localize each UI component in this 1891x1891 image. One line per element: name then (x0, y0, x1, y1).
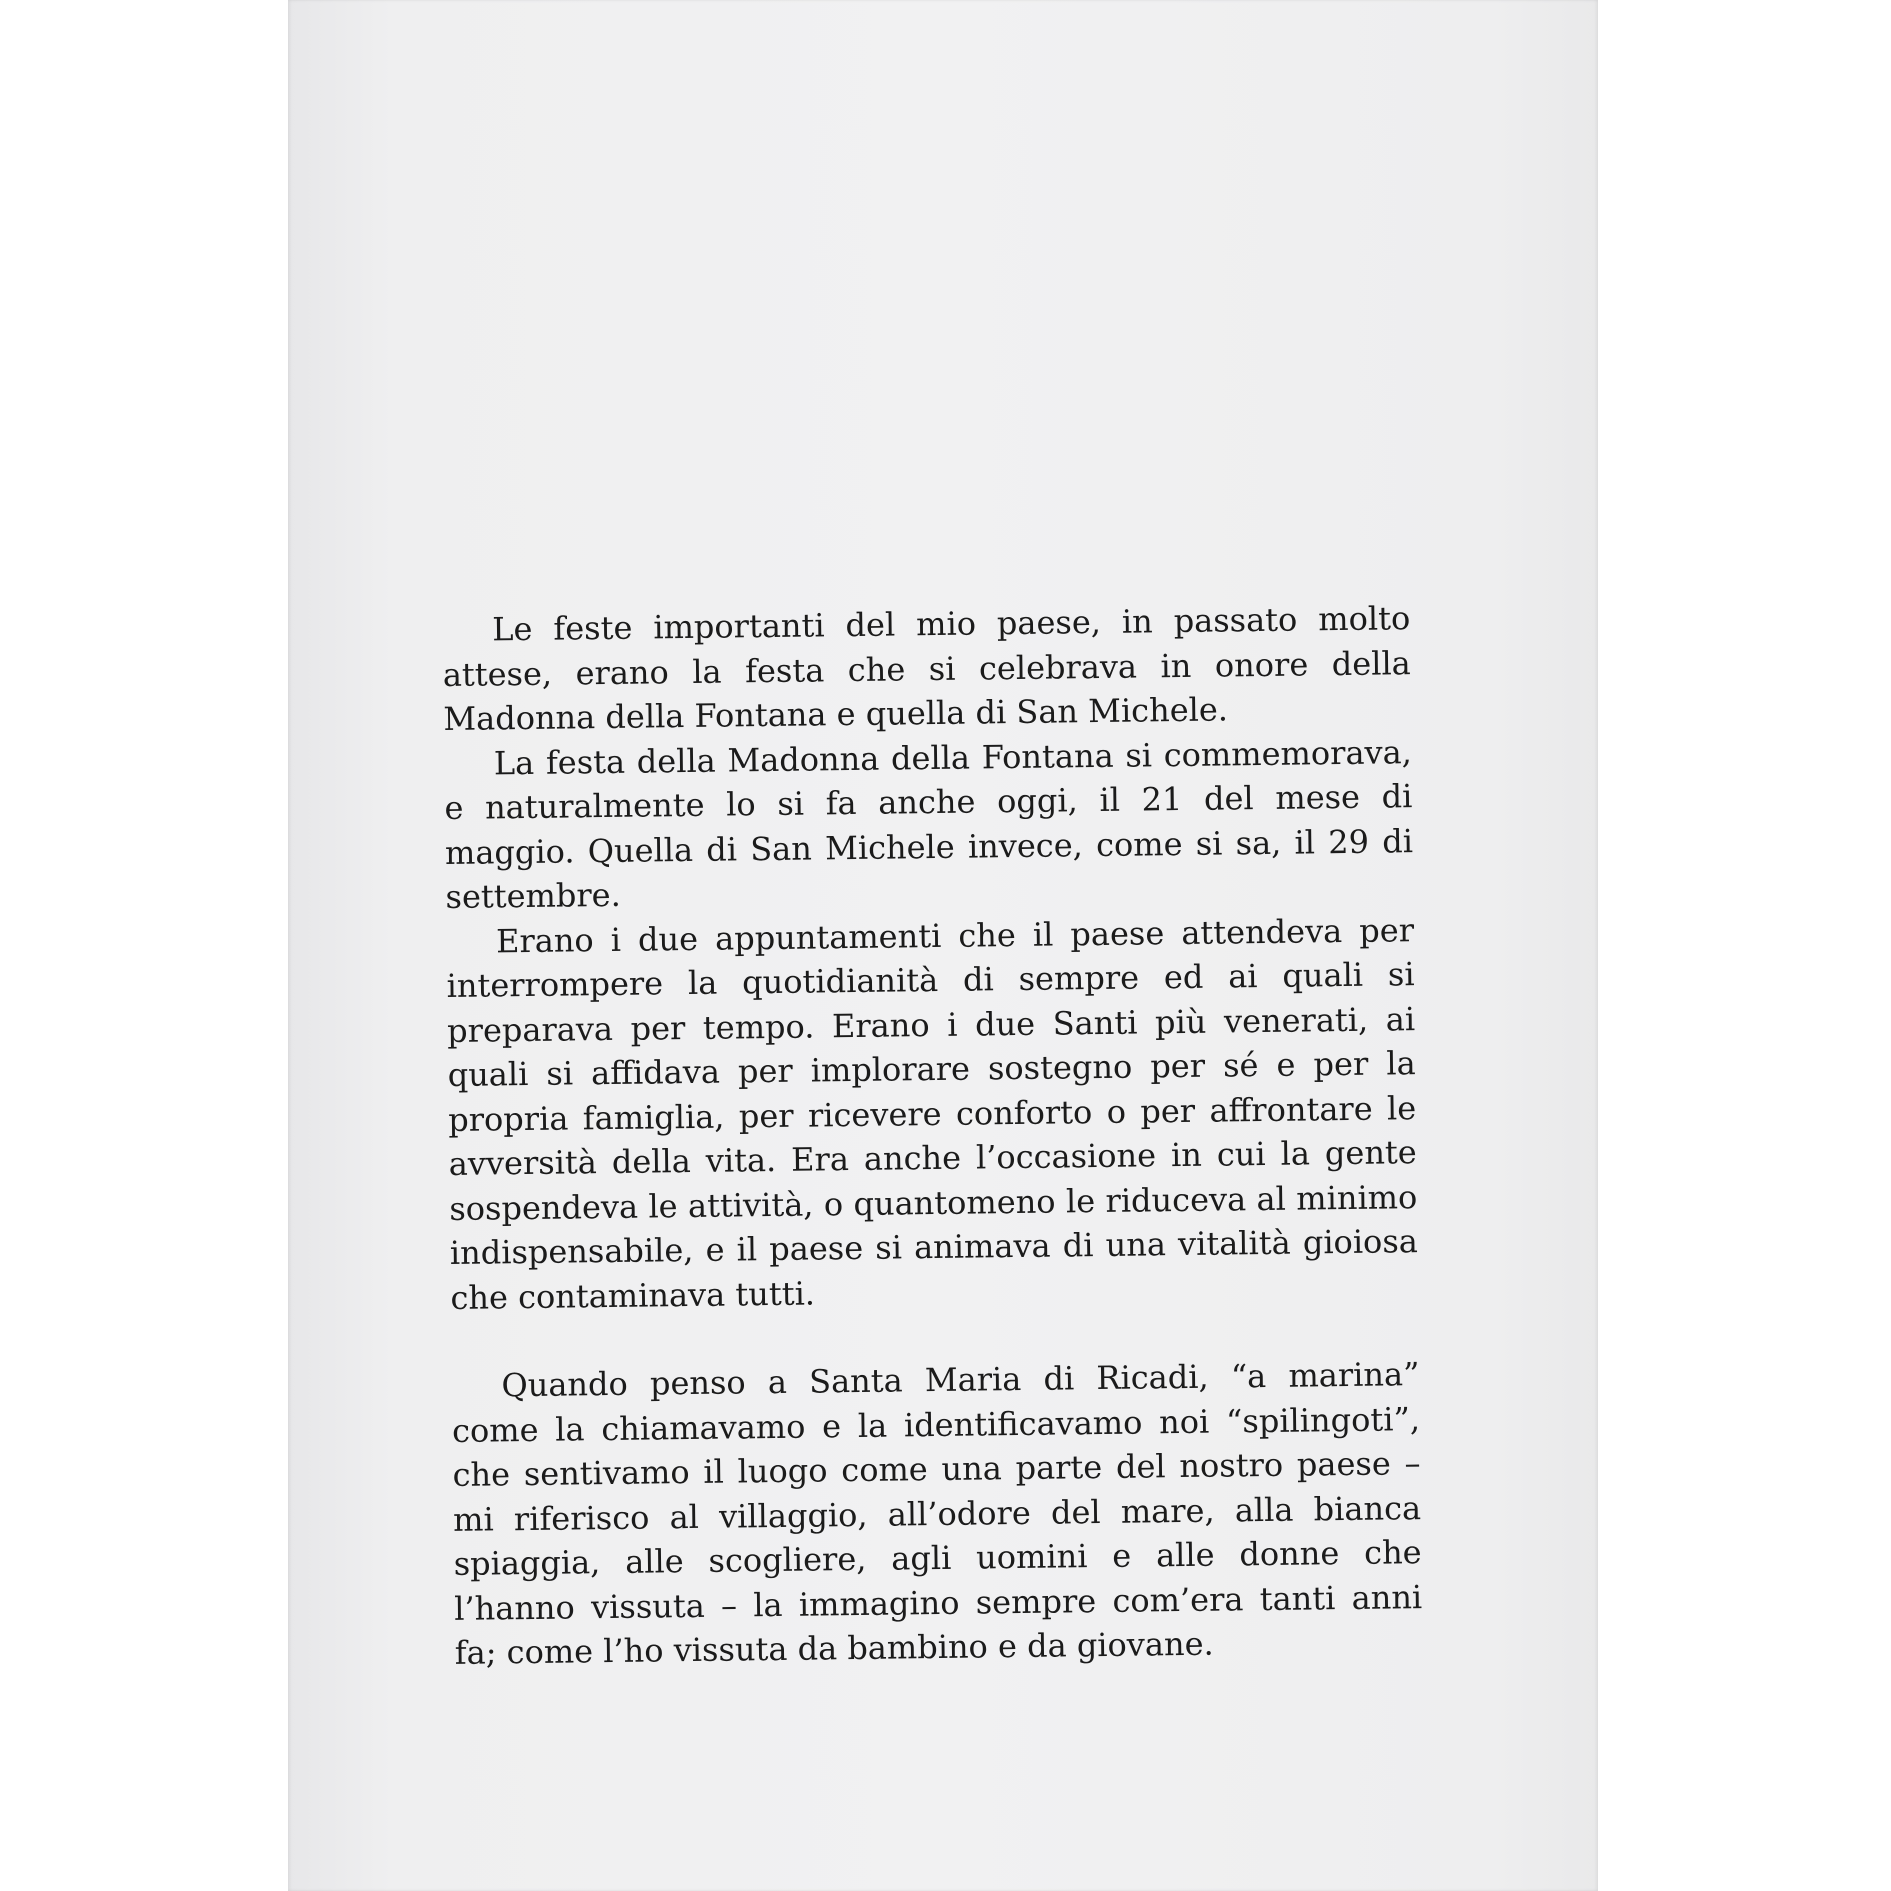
paragraph: La festa della Madonna della Fontana si commemorava, e naturalmente lo si fa anche oggi, il 21 del mese di maggio. Quella di San Michele invece, come si sa, il 29 di settembre. (444, 732, 1414, 916)
paragraph: Erano i due appuntamenti che il paese attendeva per interrompere la quotidianità di sempre ed ai quali si preparava per tempo. Erano i due Santi più venerati, ai quali si affidava per implorare sostegno per sé e per la propria famiglia, per ricevere conforto o per affrontare le avversità della vita. Era anche l’occasione in cui la gente sospendeva le attività, o quantomeno le riduceva al minimo indispensabile, e il paese si animava di una vitalità gioiosa che contaminava tutti. (446, 910, 1419, 1317)
paragraph: Le feste importanti del mio paese, in passato molto attese, erano la festa che si celebrava in onore della Madonna della Fontana e quella di San Michele. (442, 599, 1411, 738)
body-text (442, 596, 1423, 1675)
paragraph: Quando penso a Santa Maria di Ricadi, “a marina” come la chiamavamo e la identificavamo noi “spilingoti”, che sentivamo il luogo come una parte del nostro paese – mi riferisco al villaggio, all’odore del mare, alla bianca spiaggia, alle scogliere, agli uomini e alle donne che l’hanno vissuta – la immagino sempre com’era tanti anni fa; come l’ho vissuta da bambino e da giovane. (451, 1355, 1423, 1672)
